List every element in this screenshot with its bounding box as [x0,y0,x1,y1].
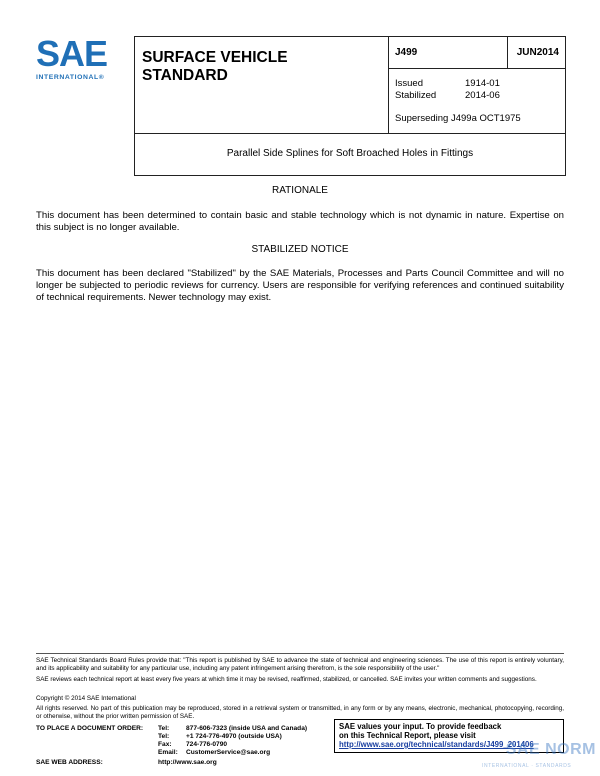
title-line-1: SURFACE VEHICLE [142,49,288,66]
doc-id-row [389,37,565,69]
issued-value: 1914-01 [465,78,500,89]
copyright-text: Copyright © 2014 SAE International [36,695,136,702]
document-type-title [142,49,288,85]
stabilized-text: This document has been declared "Stabilized" by the SAE Materials, Processes and Parts Council Committee and will no longer be subjected to periodic reviews for currency. Users are responsible for verifying references and continued suitability of technical requirements. Newer technology may exist. [36,268,564,303]
header-meta-cell [389,37,565,133]
feedback-link[interactable]: http://www.sae.org/technical/standards/J499_201406 [339,740,534,749]
logo-subtitle: INTERNATIONAL® [36,74,105,81]
subject-row [135,133,565,175]
fax-label: Fax: [158,741,172,748]
watermark-stamp [480,741,600,773]
tel1-label: Tel: [158,725,170,732]
rights-text: All rights reserved. No part of this publication may be reproduced, stored in a retrieval system or transmitted, in any form or by any means, electronic, mechanical, photocopying, recording, or otherwise, without the prior written permission of SAE. [36,705,564,720]
sae-logo [36,33,116,84]
tel1-value[interactable]: 877-606-7323 (inside USA and Canada) [186,725,308,732]
stabilized-label: Stabilized [395,90,437,101]
title-line-2: STANDARD [142,67,228,84]
email-value[interactable]: CustomerService@sae.org [186,749,271,756]
issued-label: Issued [395,78,423,89]
rationale-text: This document has been determined to contain basic and stable technology which is not dynamic in nature. Expertise on this subject is no longer available. [36,210,564,233]
watermark-main: SAE NORM [505,741,596,758]
email-label: Email: [158,749,178,756]
watermark-sub: INTERNATIONAL · STANDARDS [482,763,572,769]
web-address-label: SAE WEB ADDRESS: [36,759,103,766]
order-label: TO PLACE A DOCUMENT ORDER: [36,725,144,732]
rationale-heading: RATIONALE [272,185,328,196]
divider [507,37,508,69]
document-header [134,36,566,176]
stabilized-value: 2014-06 [465,90,500,101]
tel2-label: Tel: [158,733,170,740]
document-subject: Parallel Side Splines for Soft Broached Holes in Fittings [226,148,474,159]
footer-divider [36,653,564,654]
stabilized-heading: STABILIZED NOTICE [251,244,349,255]
feedback-line-2: on this Technical Report, please visit [339,731,476,740]
document-number: J499 [395,47,418,58]
document-date: JUN2014 [516,47,559,58]
review-text: SAE reviews each technical report at least every five years at which time it may be revised, reaffirmed, stabilized, or cancelled. SAE invites your written comments and suggestions. [36,676,537,683]
header-title-cell [135,37,389,133]
board-rules-text: SAE Technical Standards Board Rules provide that: "This report is published by SAE to advance the state of technical and engineering sciences. The use of this report is entirely voluntary, and its applicability and suitability for any particular use, including any patent infringement arising therefrom, is the sole responsibility of the user." [36,657,564,672]
logo-wordmark: SAE [36,33,108,74]
superseding-note: Superseding J499a OCT1975 [395,113,521,124]
fax-value: 724-776-0790 [186,741,228,748]
tel2-value[interactable]: +1 724-776-4970 (outside USA) [186,733,282,740]
feedback-line-1: SAE values your input. To provide feedback [339,722,502,731]
web-address-link[interactable]: http://www.sae.org [158,759,217,766]
